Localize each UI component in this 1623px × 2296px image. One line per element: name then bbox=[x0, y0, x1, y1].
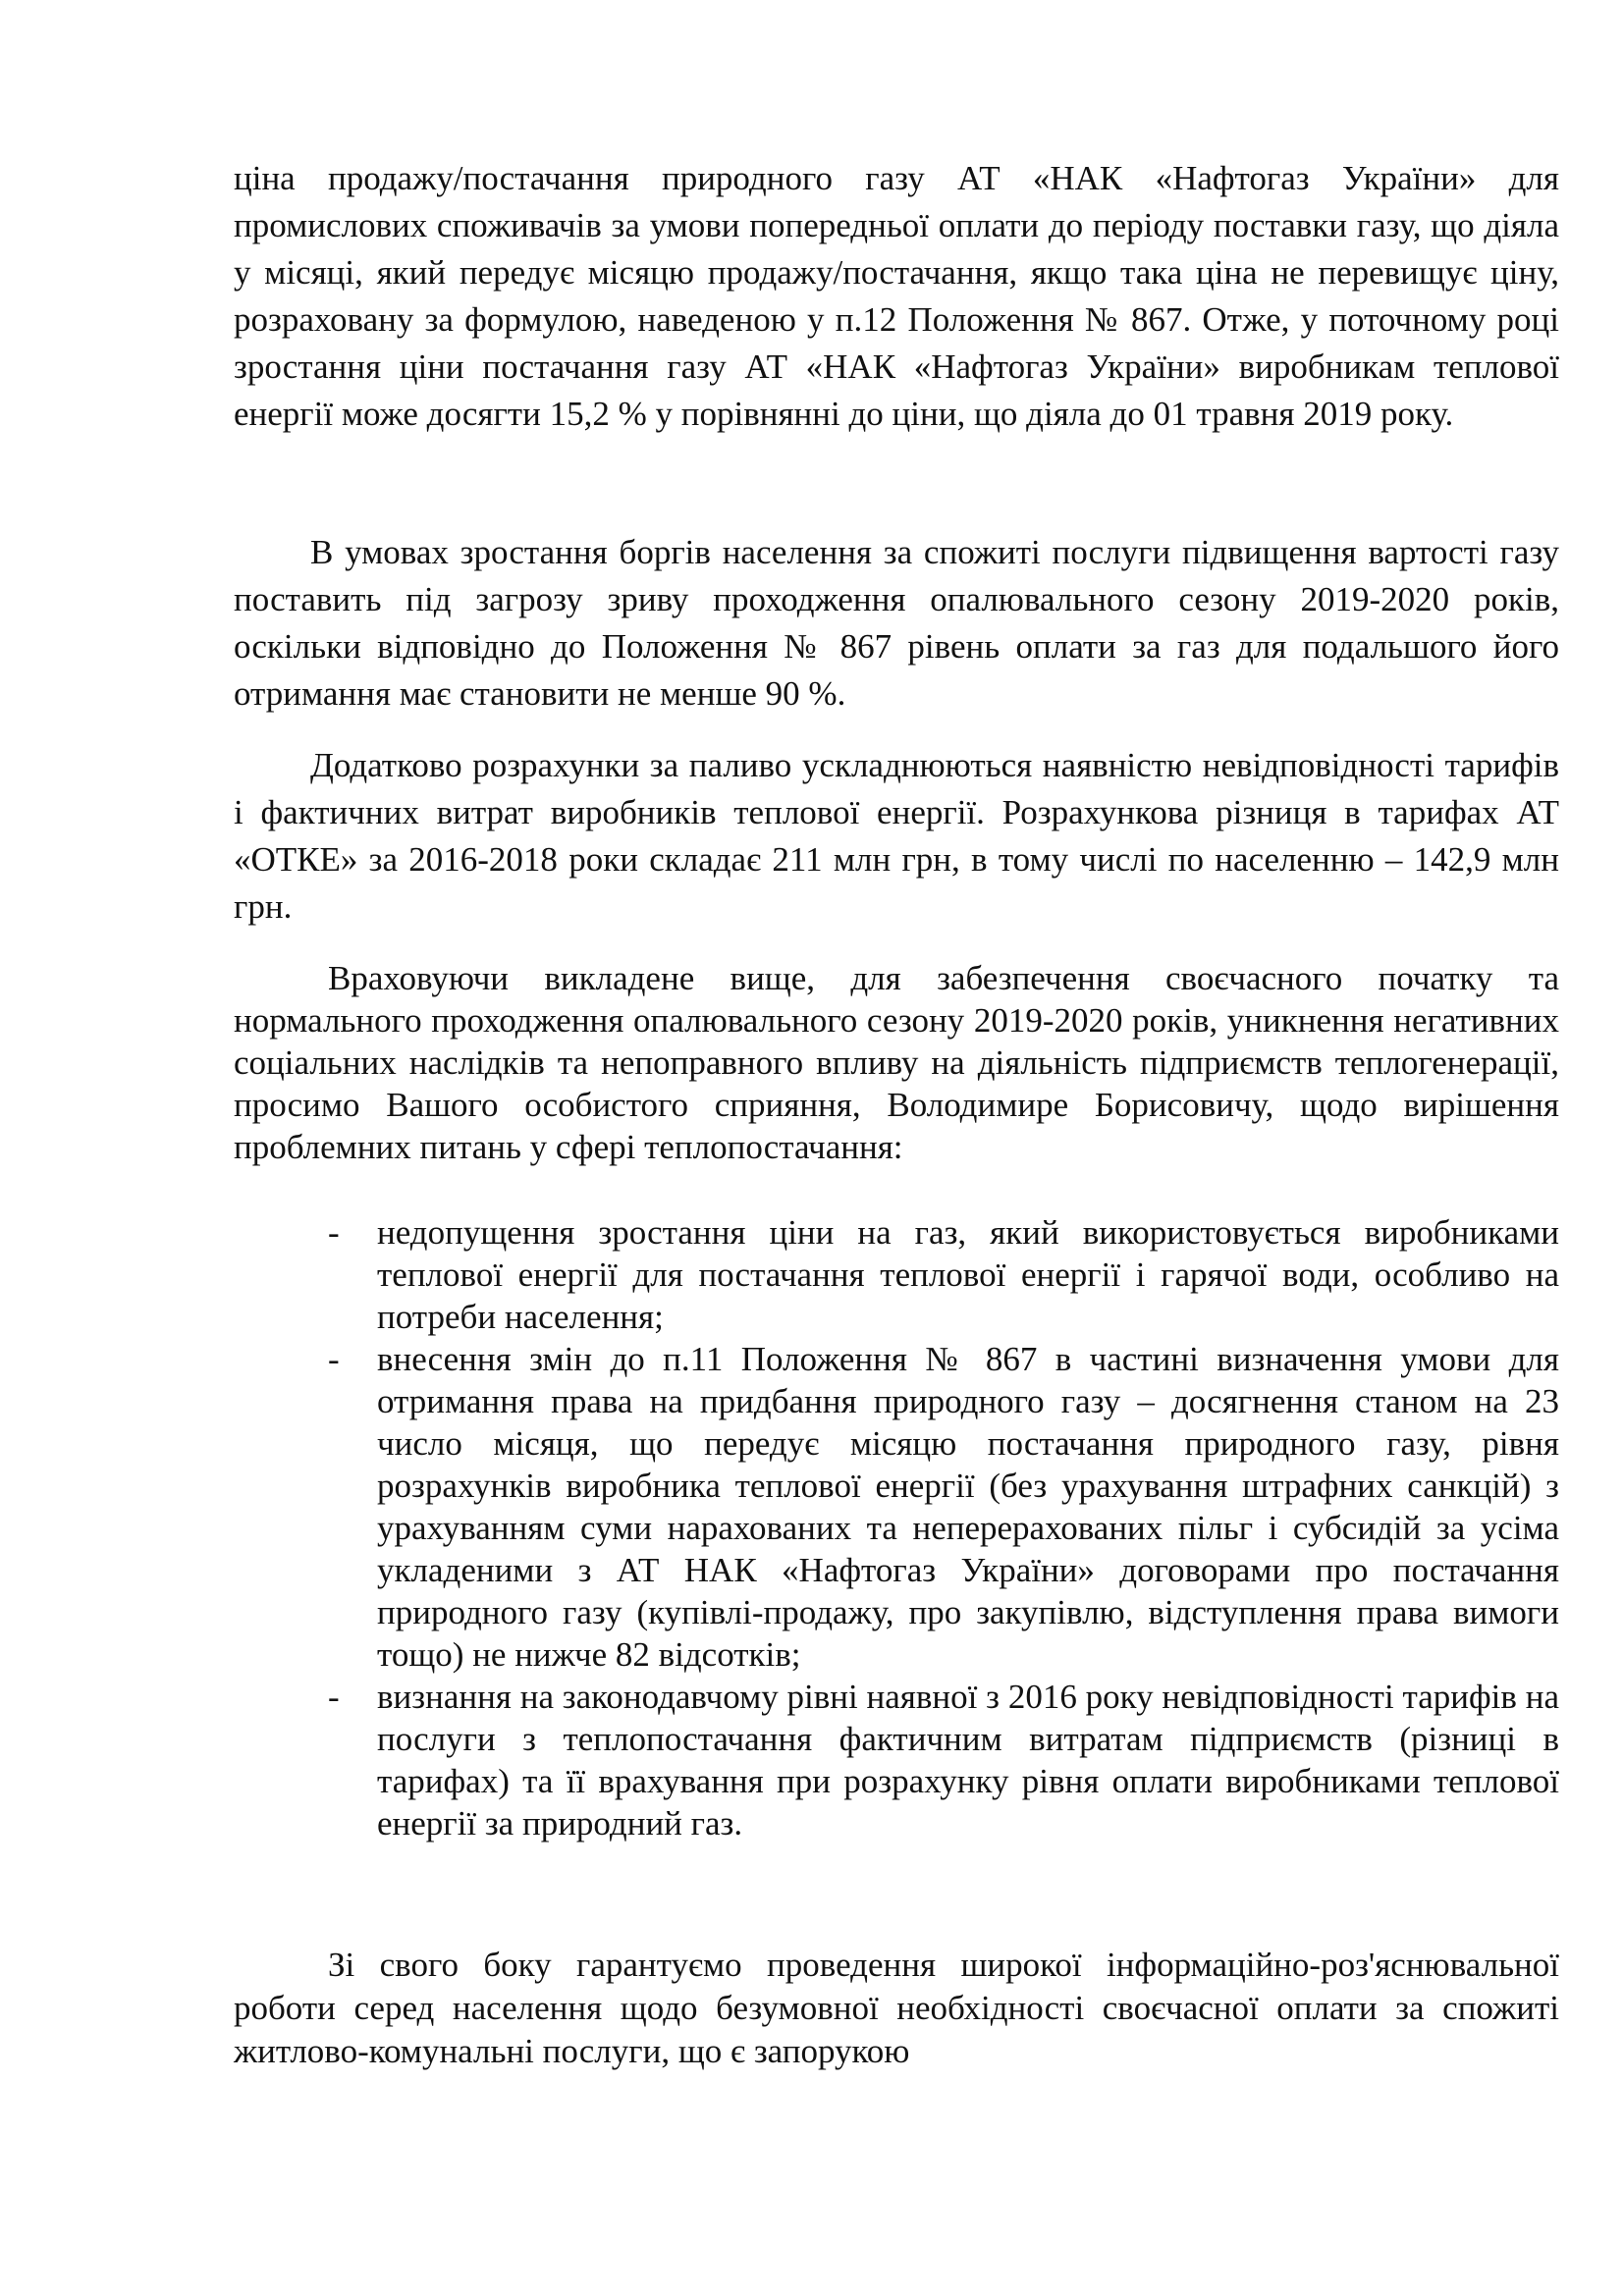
paragraph-debt-growth: В умовах зростання боргів населення за спожиті послуги підвищення вартості газу поставить під загрозу зриву проходження опалювального сезону 2019-2020 років, оскільки відповідно до Положення № 867 рівень оплати за газ для подальшого його отримання має становити не менше 90 %. bbox=[234, 533, 1559, 713]
paragraph-commitment: Зі свого боку гарантуємо проведення широкої інформаційно-роз'яснювальної роботи серед населення щодо безумовної необхідності своєчасної оплати за спожиті житлово-комунальні послуги, що є запорукою bbox=[234, 1946, 1559, 2070]
paragraph-gas-price: ціна продажу/постачання природного газу АТ «НАК «Нафтогаз України» для промислових споживачів за умови попередньої оплати до періоду поставки газу, що діяла у місяці, який передує місяцю продажу/постачання, якщо така ціна не перевищує ціну, розраховану за формулою, наведеною у п.12 Положення № 867. Отже, у поточному році зростання ціни постачання газу АТ «НАК «Нафтогаз України» виробникам теплової енергії може досягти 15,2 % у порівнянні до ціни, що діяла до 01 травня 2019 року. bbox=[234, 159, 1559, 433]
list-item bbox=[234, 1338, 1559, 1676]
list-item bbox=[234, 1211, 1559, 1338]
paragraph-tariff-difference: Додатково розрахунки за паливо ускладнюються наявністю невідповідності тарифів і фактичних витрат виробників теплової енергії. Розрахункова різниця в тарифах АТ «ОТКЕ» за 2016-2018 роки складає 211 млн грн, в тому числі по населенню – 142,9 млн грн. bbox=[234, 746, 1559, 926]
list-dash: - bbox=[328, 1340, 340, 1378]
list-dash: - bbox=[328, 1678, 340, 1716]
paragraph-request: Враховуючи викладене вище, для забезпечення своєчасного початку та нормального проходження опалювального сезону 2019-2020 років, уникнення негативних соціальних наслідків та непоправного впливу на діяльність підприємств теплогенерації, просимо Вашого особистого сприяння, Володимире Борисовичу, щодо вирішення проблемних питань у сфері теплопостачання: bbox=[234, 959, 1559, 1166]
list-item-text: визнання на законодавчому рівні наявної з 2016 року невідповідності тарифів на послуги з теплопостачання фактичним витратам підприємств (різниці в тарифах) та її врахування при розрахунку рівня оплати виробниками теплової енергії за природний газ. bbox=[377, 1678, 1559, 1842]
list-item-text: недопущення зростання ціни на газ, який використовується виробниками теплової енергії для постачання теплової енергії і гарячої води, особливо на потреби населення; bbox=[377, 1213, 1559, 1336]
list-item bbox=[234, 1676, 1559, 1844]
list-dash: - bbox=[328, 1213, 340, 1252]
request-list bbox=[234, 1211, 1559, 1844]
list-item-text: внесення змін до п.11 Положення № 867 в частині визначення умови для отримання права на придбання природного газу – досягнення станом на 23 число місяця, що передує місяцю постачання природного газу, рівня розрахунків виробника теплової енергії (без урахування штрафних санкцій) з урахуванням суми нарахованих та неперерахованих пільг і субсидій за усіма укладеними з АТ НАК «Нафтогаз України» договорами про постачання природного газу (купівлі-продажу, про закупівлю, відступлення права вимоги тощо) не нижче 82 відсотків; bbox=[377, 1340, 1559, 1674]
